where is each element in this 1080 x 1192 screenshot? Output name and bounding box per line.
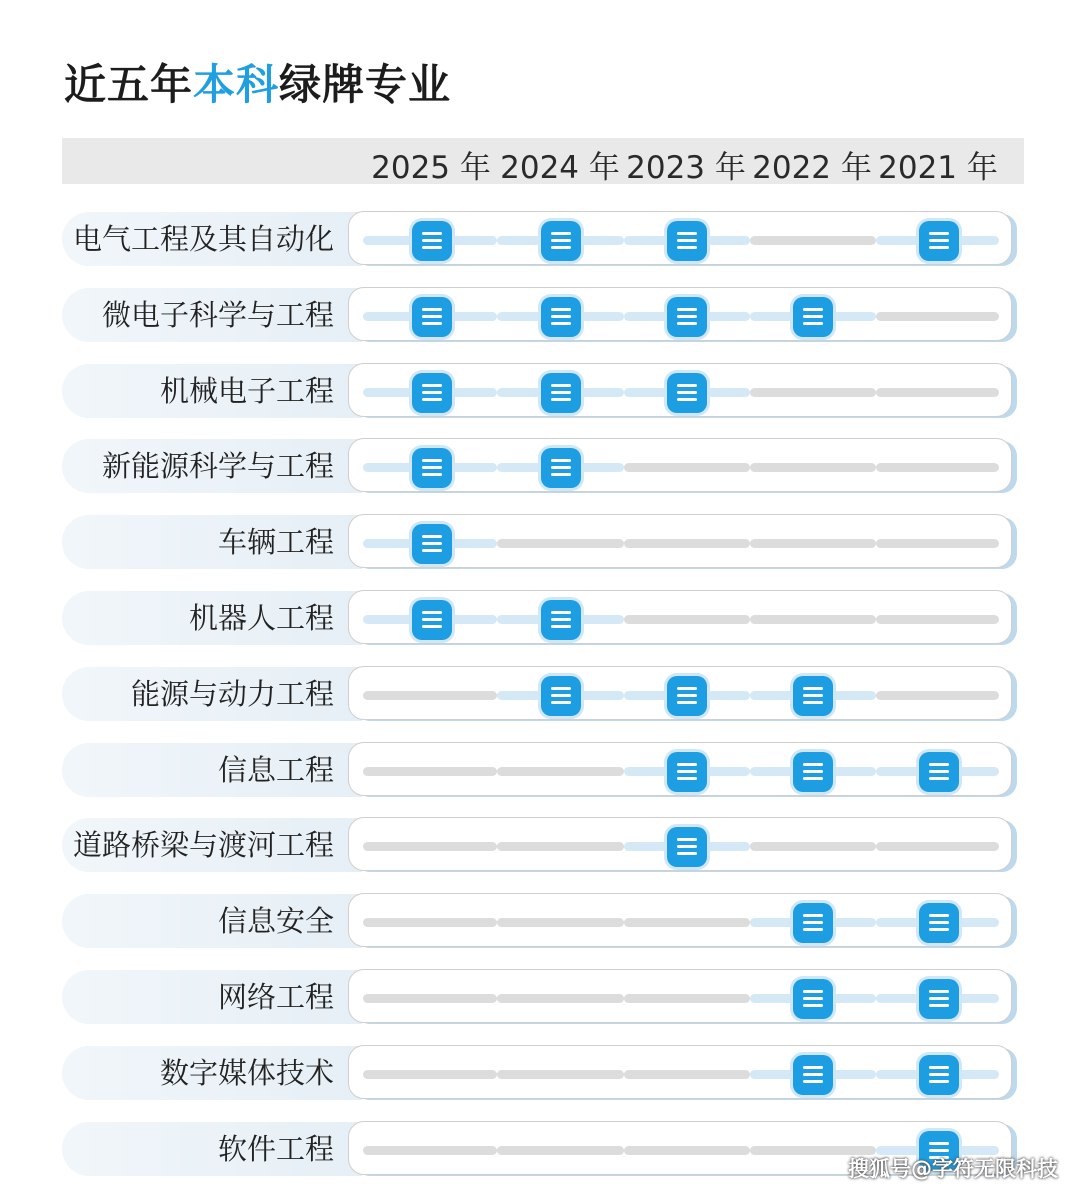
- green-card-marker-icon: [919, 221, 959, 261]
- marker-line: [677, 391, 697, 394]
- marker-line: [422, 308, 442, 311]
- green-card-marker-icon: [793, 979, 833, 1019]
- major-name: 电气工程及其自动化: [72, 222, 334, 256]
- marker-line: [929, 1080, 949, 1083]
- marker-line: [677, 398, 697, 401]
- track-segment: [497, 1146, 625, 1155]
- track-segment: [497, 539, 625, 548]
- marker-line: [551, 687, 571, 690]
- marker-line: [929, 1142, 949, 1145]
- marker-line: [422, 315, 442, 318]
- marker-line: [551, 315, 571, 318]
- year-track: [348, 514, 1012, 568]
- track-segment: [876, 312, 999, 321]
- marker-line: [929, 239, 949, 242]
- marker-line: [551, 701, 571, 704]
- track-segment: [876, 539, 999, 548]
- marker-line: [929, 1149, 949, 1152]
- marker-line: [929, 246, 949, 249]
- title-prefix: 近五年: [64, 60, 194, 109]
- green-card-marker-icon: [412, 297, 452, 337]
- green-card-marker-icon: [412, 373, 452, 413]
- track-segment: [876, 691, 999, 700]
- marker-line: [929, 1073, 949, 1076]
- marker-line: [551, 459, 571, 462]
- marker-line: [422, 535, 442, 538]
- major-row: [0, 892, 1080, 950]
- marker-line: [929, 1004, 949, 1007]
- marker-line: [677, 763, 697, 766]
- marker-line: [677, 308, 697, 311]
- marker-line: [803, 694, 823, 697]
- major-row: [0, 362, 1080, 420]
- track-segment: [750, 463, 876, 472]
- track-segment: [750, 388, 876, 397]
- green-card-marker-icon: [667, 752, 707, 792]
- track-segment: [624, 539, 750, 548]
- track-segment: [876, 615, 999, 624]
- track-segment: [876, 842, 999, 851]
- major-row: [0, 1044, 1080, 1102]
- track-segment: [750, 842, 876, 851]
- marker-line: [803, 1066, 823, 1069]
- major-name: 机械电子工程: [159, 373, 334, 408]
- green-card-marker-icon: [541, 600, 581, 640]
- marker-line: [677, 777, 697, 780]
- green-card-marker-icon: [412, 524, 452, 564]
- track-segment: [876, 388, 999, 397]
- marker-line: [803, 1073, 823, 1076]
- major-name: 信息工程: [217, 752, 334, 787]
- watermark-text: 搜狐号@字符无限科技: [848, 1157, 1058, 1181]
- track-segment: [363, 994, 497, 1003]
- green-card-marker-icon: [541, 221, 581, 261]
- green-card-marker-icon: [541, 676, 581, 716]
- marker-line: [803, 997, 823, 1000]
- year-track: [348, 1045, 1012, 1099]
- marker-line: [677, 246, 697, 249]
- major-row: [0, 437, 1080, 495]
- marker-line: [803, 770, 823, 773]
- track-segment: [497, 994, 625, 1003]
- marker-line: [551, 232, 571, 235]
- major-row: [0, 968, 1080, 1026]
- year-column-header: 2025 年: [371, 150, 491, 186]
- green-card-marker-icon: [793, 752, 833, 792]
- marker-line: [929, 990, 949, 993]
- year-track: [348, 666, 1012, 720]
- green-card-marker-icon: [919, 752, 959, 792]
- track-segment: [624, 1070, 750, 1079]
- marker-line: [803, 777, 823, 780]
- marker-line: [422, 322, 442, 325]
- marker-line: [803, 1080, 823, 1083]
- marker-line: [929, 763, 949, 766]
- year-column-header: 2022 年: [752, 150, 872, 186]
- marker-line: [422, 391, 442, 394]
- marker-line: [551, 391, 571, 394]
- marker-line: [803, 701, 823, 704]
- marker-line: [929, 921, 949, 924]
- year-column-header: 2023 年: [626, 150, 746, 186]
- year-track: [348, 211, 1012, 265]
- track-segment: [750, 539, 876, 548]
- major-name: 道路桥梁与渡河工程: [72, 828, 334, 863]
- marker-line: [803, 990, 823, 993]
- green-card-marker-icon: [793, 1055, 833, 1095]
- major-row: [0, 589, 1080, 647]
- marker-line: [677, 315, 697, 318]
- marker-line: [929, 997, 949, 1000]
- year-track: [348, 817, 1012, 871]
- marker-line: [551, 398, 571, 401]
- green-card-marker-icon: [667, 373, 707, 413]
- green-card-marker-icon: [667, 676, 707, 716]
- marker-line: [677, 687, 697, 690]
- track-segment: [497, 918, 625, 927]
- year-track: [348, 893, 1012, 947]
- track-segment: [750, 615, 876, 624]
- marker-line: [551, 473, 571, 476]
- green-card-marker-icon: [412, 448, 452, 488]
- marker-line: [422, 398, 442, 401]
- track-segment: [363, 918, 497, 927]
- track-segment: [363, 1146, 497, 1155]
- green-card-marker-icon: [667, 827, 707, 867]
- green-card-marker-icon: [412, 600, 452, 640]
- track-segment: [624, 918, 750, 927]
- major-row: [0, 286, 1080, 344]
- marker-line: [677, 322, 697, 325]
- year-track: [348, 969, 1012, 1023]
- major-name: 车辆工程: [217, 525, 334, 560]
- marker-line: [422, 473, 442, 476]
- marker-line: [422, 542, 442, 545]
- green-card-marker-icon: [541, 448, 581, 488]
- major-name: 微电子科学与工程: [101, 297, 334, 332]
- track-segment: [497, 842, 625, 851]
- marker-line: [803, 322, 823, 325]
- marker-line: [929, 777, 949, 780]
- year-track: [348, 287, 1012, 341]
- marker-line: [677, 384, 697, 387]
- green-card-marker-icon: [919, 1055, 959, 1095]
- year-track: [348, 590, 1012, 644]
- marker-line: [422, 384, 442, 387]
- marker-line: [551, 611, 571, 614]
- marker-line: [551, 322, 571, 325]
- major-name: 机器人工程: [188, 601, 334, 635]
- marker-line: [803, 315, 823, 318]
- marker-line: [677, 701, 697, 704]
- major-row: [0, 513, 1080, 571]
- marker-line: [677, 852, 697, 855]
- track-segment: [363, 767, 497, 776]
- green-card-marker-icon: [793, 297, 833, 337]
- chart-title: [64, 52, 451, 112]
- track-segment: [624, 463, 750, 472]
- major-name: 信息安全: [217, 904, 334, 939]
- marker-line: [422, 459, 442, 462]
- marker-line: [551, 625, 571, 628]
- green-card-marker-icon: [541, 373, 581, 413]
- track-segment: [876, 463, 999, 472]
- marker-line: [677, 838, 697, 841]
- marker-line: [929, 1066, 949, 1069]
- marker-line: [422, 239, 442, 242]
- green-card-marker-icon: [919, 979, 959, 1019]
- major-row: [0, 210, 1080, 268]
- marker-line: [551, 239, 571, 242]
- green-card-marker-icon: [412, 221, 452, 261]
- green-card-marker-icon: [793, 676, 833, 716]
- track-segment: [750, 236, 876, 245]
- track-segment: [624, 615, 750, 624]
- track-segment: [624, 994, 750, 1003]
- green-card-marker-icon: [541, 297, 581, 337]
- title-highlight: 本科: [193, 60, 280, 109]
- green-card-marker-icon: [667, 297, 707, 337]
- track-segment: [363, 691, 497, 700]
- title-suffix: 绿牌专业: [279, 60, 452, 109]
- track-segment: [624, 1146, 750, 1155]
- marker-line: [929, 928, 949, 931]
- marker-line: [422, 246, 442, 249]
- major-name: 软件工程: [217, 1131, 334, 1166]
- marker-line: [677, 232, 697, 235]
- track-segment: [363, 1070, 497, 1079]
- year-track: [348, 742, 1012, 796]
- major-row: [0, 741, 1080, 799]
- track-segment: [497, 1070, 625, 1079]
- marker-line: [677, 770, 697, 773]
- marker-line: [551, 246, 571, 249]
- green-card-marker-icon: [667, 221, 707, 261]
- track-segment: [497, 767, 625, 776]
- marker-line: [803, 687, 823, 690]
- green-card-marker-icon: [919, 903, 959, 943]
- marker-line: [551, 466, 571, 469]
- marker-line: [677, 845, 697, 848]
- marker-line: [422, 232, 442, 235]
- marker-line: [422, 549, 442, 552]
- marker-line: [929, 232, 949, 235]
- green-card-marker-icon: [793, 903, 833, 943]
- marker-line: [422, 618, 442, 621]
- marker-line: [551, 618, 571, 621]
- major-name: 数字媒体技术: [159, 1055, 334, 1090]
- marker-line: [677, 694, 697, 697]
- marker-line: [422, 466, 442, 469]
- marker-line: [929, 914, 949, 917]
- marker-line: [677, 239, 697, 242]
- marker-line: [551, 308, 571, 311]
- marker-line: [551, 384, 571, 387]
- marker-line: [929, 770, 949, 773]
- year-track: [348, 438, 1012, 492]
- major-name: 能源与动力工程: [130, 676, 334, 711]
- marker-line: [803, 763, 823, 766]
- marker-line: [422, 611, 442, 614]
- track-segment: [363, 842, 497, 851]
- marker-line: [803, 914, 823, 917]
- marker-line: [803, 1004, 823, 1007]
- year-track: [348, 363, 1012, 417]
- year-column-header: 2024 年: [500, 150, 620, 186]
- marker-line: [422, 625, 442, 628]
- year-column-header: 2021 年: [878, 150, 998, 186]
- major-row: [0, 816, 1080, 874]
- major-name: 新能源科学与工程: [101, 449, 334, 484]
- marker-line: [551, 694, 571, 697]
- marker-line: [803, 308, 823, 311]
- marker-line: [803, 921, 823, 924]
- marker-line: [803, 928, 823, 931]
- major-name: 网络工程: [217, 980, 334, 1014]
- major-row: [0, 665, 1080, 723]
